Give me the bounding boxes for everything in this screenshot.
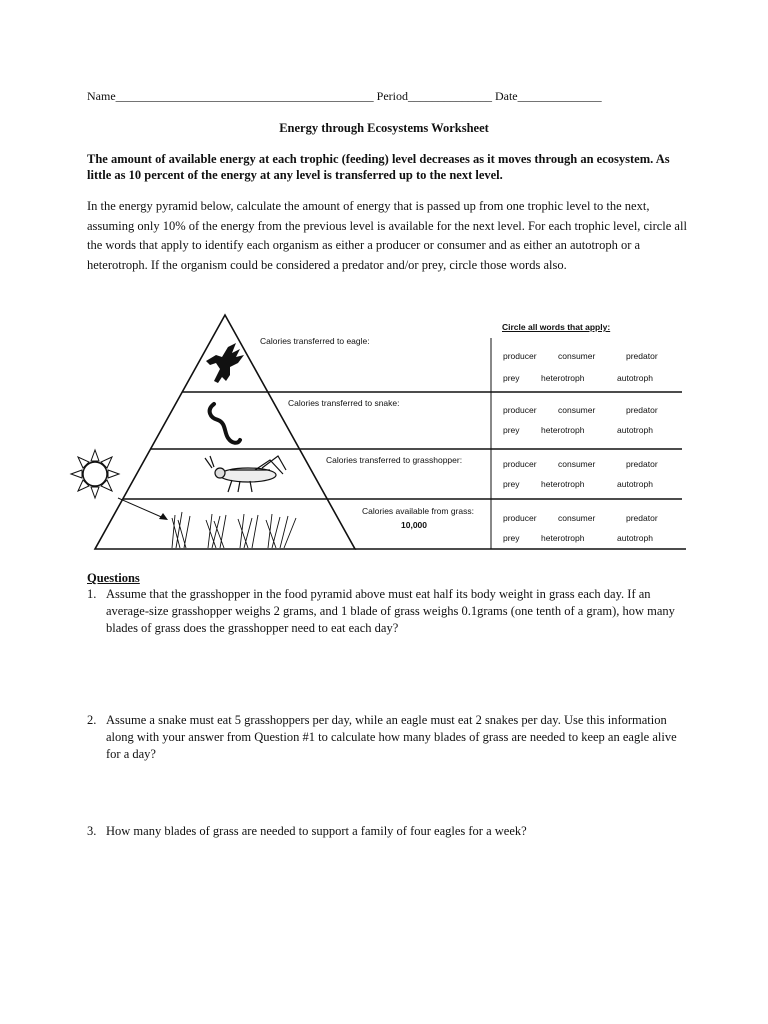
word-predator[interactable]: predator (626, 513, 658, 523)
word-heterotroph[interactable]: heterotroph (541, 533, 585, 543)
word-autotroph[interactable]: autotroph (617, 373, 653, 383)
word-predator[interactable]: predator (626, 459, 658, 469)
word-prey[interactable]: prey (503, 373, 520, 383)
word-heterotroph[interactable]: heterotroph (541, 479, 585, 489)
grass-calorie-label: Calories available from grass: (362, 506, 474, 516)
word-predator[interactable]: predator (626, 351, 658, 361)
question-text: How many blades of grass are needed to support a family of four eagles for a week? (106, 824, 527, 838)
question-number: 1. (87, 587, 97, 601)
word-producer[interactable]: producer (503, 459, 537, 469)
word-consumer[interactable]: consumer (558, 405, 596, 415)
word-autotroph[interactable]: autotroph (617, 479, 653, 489)
question-text: Assume a snake must eat 5 grasshoppers per day, while an eagle must eat 2 snakes per day. Use this information along with your answer from Question #1 to calculate how many blades of grass are needed to keep an eagle alive for a day? (106, 713, 677, 761)
grasshopper-icon (205, 456, 286, 492)
circle-words-header: Circle all words that apply: (502, 322, 611, 332)
question-text: Assume that the grasshopper in the food pyramid above must eat half its body weight in grass each day. If an average-size grasshopper weighs 2 grams, and 1 blade of grass weighs 0.1grams (one tenth of a gram), how many blades of grass does the grasshopper need to eat each day? (106, 587, 675, 635)
word-autotroph[interactable]: autotroph (617, 533, 653, 543)
grass-icon (172, 512, 296, 548)
word-prey[interactable]: prey (503, 533, 520, 543)
word-producer[interactable]: producer (503, 513, 537, 523)
worksheet-title: Energy through Ecosystems Worksheet (279, 121, 489, 135)
word-heterotroph[interactable]: heterotroph (541, 425, 585, 435)
snake-icon (210, 404, 240, 443)
word-consumer[interactable]: consumer (558, 351, 596, 361)
question-2 (87, 712, 687, 763)
name-period-date-line[interactable]: Name___________________________________________ Period______________ Date______________ (87, 89, 602, 103)
grasshopper-calorie-label: Calories transferred to grasshopper: (326, 455, 463, 465)
intro-bold-paragraph: The amount of available energy at each trophic (feeding) level decreases as it moves through an ecosystem. As little as 10 percent of the energy at any level is transferred up to the next level. (87, 152, 670, 182)
word-prey[interactable]: prey (503, 479, 520, 489)
sunlight-arrow (118, 498, 166, 519)
question-number: 3. (87, 824, 97, 838)
word-autotroph[interactable]: autotroph (617, 425, 653, 435)
word-predator[interactable]: predator (626, 405, 658, 415)
eagle-icon (206, 343, 244, 383)
grass-calorie-value: 10,000 (401, 520, 427, 530)
instructions-paragraph: In the energy pyramid below, calculate the amount of energy that is passed up from one trophic level to the next, assuming only 10% of the energy from the previous level is available for the next level. For each trophic level, circle all the words that apply to identify each organism as either a producer or consumer and as either an autotroph or a heterotroph. If the organism could be considered a predator and/or prey, circle those words also. (87, 199, 687, 272)
question-1 (87, 586, 687, 637)
word-consumer[interactable]: consumer (558, 459, 596, 469)
word-prey[interactable]: prey (503, 425, 520, 435)
word-consumer[interactable]: consumer (558, 513, 596, 523)
word-heterotroph[interactable]: heterotroph (541, 373, 585, 383)
question-number: 2. (87, 713, 97, 727)
questions-heading: Questions (87, 571, 140, 585)
word-producer[interactable]: producer (503, 351, 537, 361)
word-producer[interactable]: producer (503, 405, 537, 415)
eagle-calorie-label: Calories transferred to eagle: (260, 336, 370, 346)
snake-calorie-label: Calories transferred to snake: (288, 398, 400, 408)
question-3 (87, 823, 687, 840)
sun-icon (71, 450, 119, 498)
